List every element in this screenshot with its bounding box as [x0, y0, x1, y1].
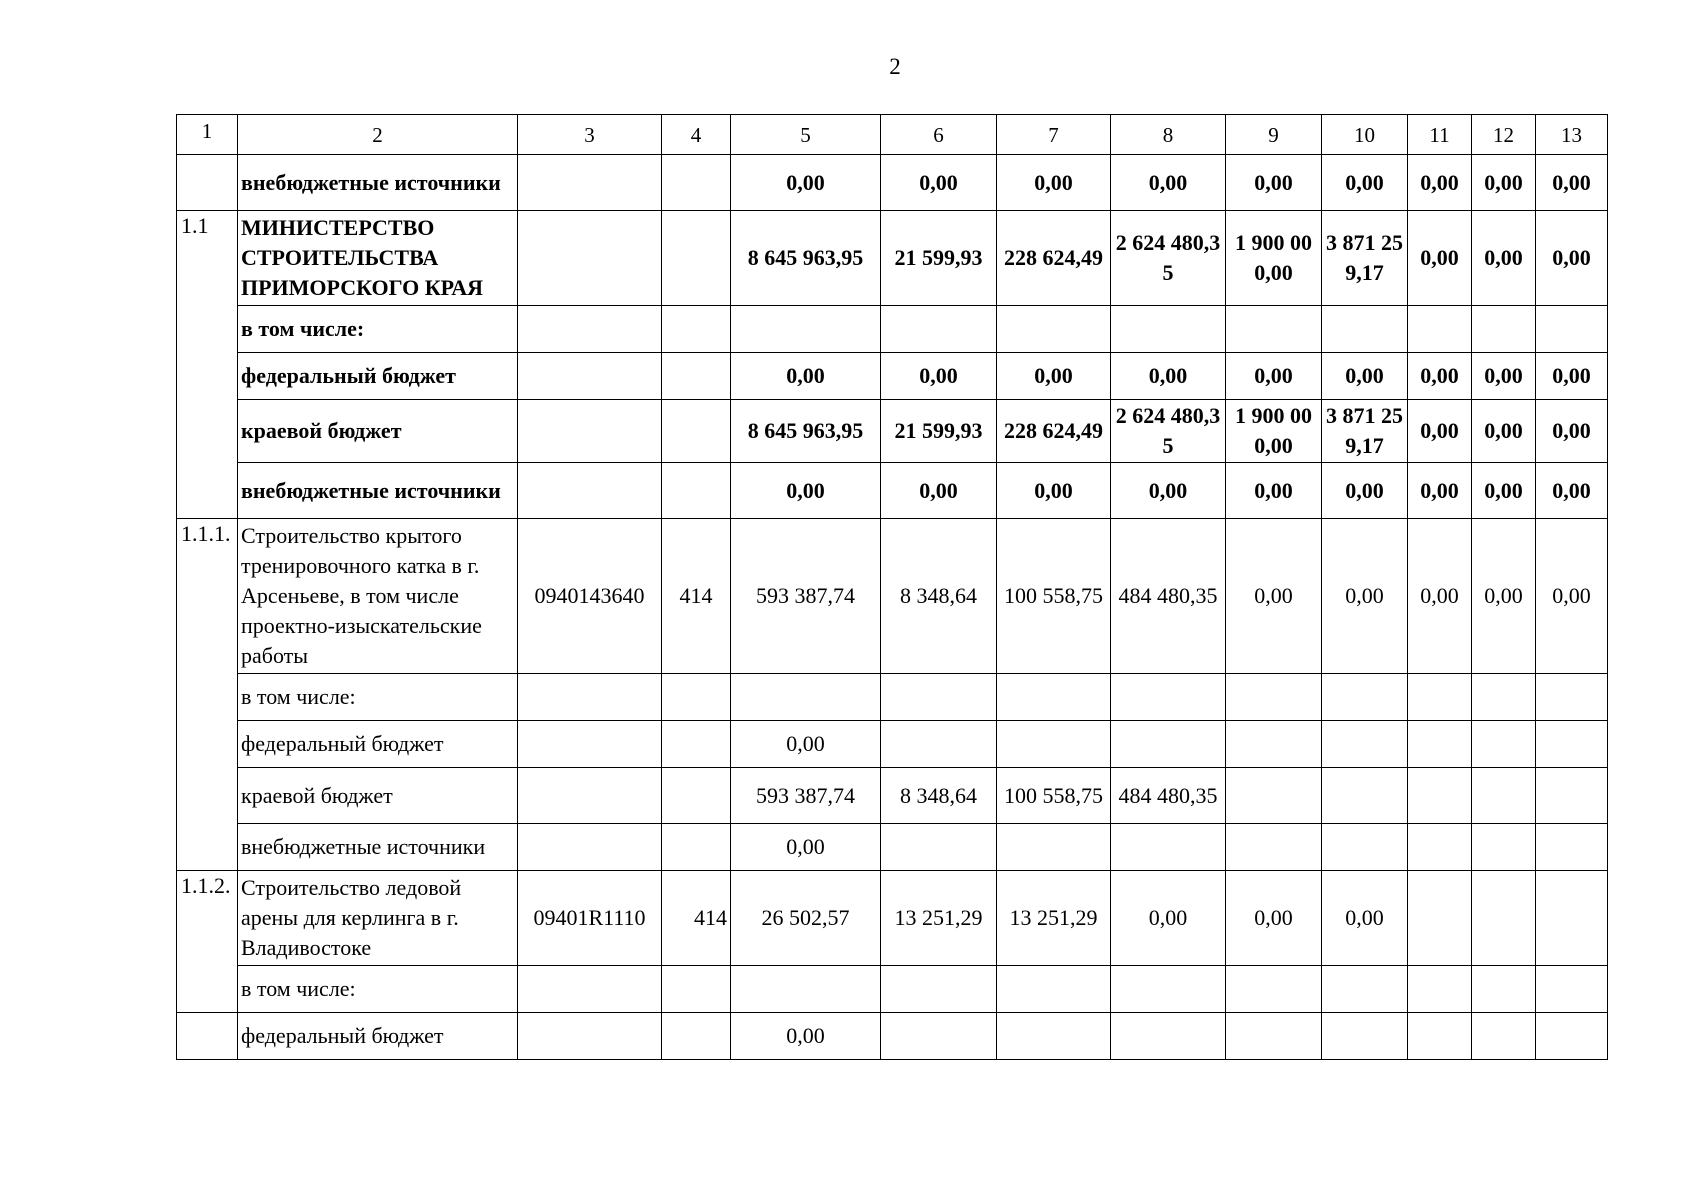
value-cell-col12	[1472, 871, 1536, 966]
row-number-cell: 1.1	[177, 211, 238, 519]
value-cell-col12: 0,00	[1472, 463, 1536, 519]
value-cell-col9: 0,00	[1226, 353, 1322, 400]
table-row	[177, 966, 1608, 1013]
column-header-7: 7	[997, 115, 1111, 155]
value-cell-col13	[1536, 1013, 1608, 1060]
row-name-cell: краевой бюджет	[238, 400, 518, 463]
value-cell-col9: 0,00	[1226, 155, 1322, 211]
kvr-cell	[662, 768, 731, 824]
value-cell-col7: 228 624,49	[997, 400, 1111, 463]
value-cell-col6: 0,00	[881, 463, 997, 519]
code-cell: 0940143640	[518, 519, 662, 674]
value-cell-col13	[1536, 721, 1608, 768]
table-row	[177, 353, 1608, 400]
value-cell-col13	[1536, 306, 1608, 353]
row-name-cell: в том числе:	[238, 674, 518, 721]
value-cell-col11	[1408, 871, 1472, 966]
code-cell	[518, 306, 662, 353]
column-header-11: 11	[1408, 115, 1472, 155]
header-row	[177, 115, 1608, 155]
budget-table	[176, 114, 1608, 1060]
value-cell-col8	[1111, 824, 1226, 871]
value-cell-col13	[1536, 824, 1608, 871]
value-cell-col8: 484 480,35	[1111, 519, 1226, 674]
kvr-cell	[662, 463, 731, 519]
value-cell-col10: 0,00	[1322, 353, 1408, 400]
value-cell-col5: 593 387,74	[731, 768, 881, 824]
value-cell-col11: 0,00	[1408, 519, 1472, 674]
value-cell-col11	[1408, 1013, 1472, 1060]
kvr-cell	[662, 824, 731, 871]
value-cell-col12	[1472, 674, 1536, 721]
value-cell-col10	[1322, 674, 1408, 721]
table-body	[177, 115, 1608, 1060]
value-cell-col8	[1111, 674, 1226, 721]
value-cell-col11	[1408, 674, 1472, 721]
value-cell-col5	[731, 306, 881, 353]
kvr-cell	[662, 674, 731, 721]
value-cell-col8	[1111, 1013, 1226, 1060]
row-name-cell: Строительство ледовой арены для керлинга в г. Владивостоке	[238, 871, 518, 966]
column-header-1: 1	[177, 115, 238, 155]
value-cell-col7: 0,00	[997, 353, 1111, 400]
value-cell-col13	[1536, 966, 1608, 1013]
value-cell-col11: 0,00	[1408, 211, 1472, 306]
value-cell-col5	[731, 674, 881, 721]
table-row	[177, 1013, 1608, 1060]
page-number: 2	[889, 54, 901, 79]
value-cell-col11	[1408, 721, 1472, 768]
value-cell-col11: 0,00	[1408, 353, 1472, 400]
kvr-cell: 414	[662, 871, 731, 966]
kvr-cell	[662, 306, 731, 353]
value-cell-col7: 0,00	[997, 155, 1111, 211]
kvr-cell	[662, 1013, 731, 1060]
row-number-cell	[177, 155, 238, 211]
value-cell-col13: 0,00	[1536, 211, 1608, 306]
row-name-cell: Строительство крытого тренировочного катка в г. Арсеньеве, в том числе проектно-изыскательские работы	[238, 519, 518, 674]
column-header-8: 8	[1111, 115, 1226, 155]
value-cell-col11	[1408, 306, 1472, 353]
value-cell-col11	[1408, 768, 1472, 824]
value-cell-col10	[1322, 721, 1408, 768]
value-cell-col12	[1472, 824, 1536, 871]
code-cell	[518, 768, 662, 824]
column-header-3: 3	[518, 115, 662, 155]
value-cell-col8: 0,00	[1111, 155, 1226, 211]
table-row	[177, 674, 1608, 721]
value-cell-col10	[1322, 966, 1408, 1013]
row-name-cell: в том числе:	[238, 306, 518, 353]
value-cell-col9	[1226, 674, 1322, 721]
row-name-cell: в том числе:	[238, 966, 518, 1013]
value-cell-col12	[1472, 966, 1536, 1013]
table-row	[177, 721, 1608, 768]
table-row	[177, 871, 1608, 966]
value-cell-col6: 0,00	[881, 155, 997, 211]
value-cell-col10: 0,00	[1322, 871, 1408, 966]
value-cell-col6: 13 251,29	[881, 871, 997, 966]
value-cell-col9: 0,00	[1226, 871, 1322, 966]
value-cell-col12: 0,00	[1472, 519, 1536, 674]
value-cell-col13: 0,00	[1536, 353, 1608, 400]
value-cell-col5: 8 645 963,95	[731, 211, 881, 306]
value-cell-col9	[1226, 306, 1322, 353]
value-cell-col11: 0,00	[1408, 155, 1472, 211]
value-cell-col13: 0,00	[1536, 463, 1608, 519]
value-cell-col6	[881, 1013, 997, 1060]
value-cell-col10	[1322, 824, 1408, 871]
column-header-2: 2	[238, 115, 518, 155]
code-cell	[518, 721, 662, 768]
table-row	[177, 519, 1608, 674]
value-cell-col13: 0,00	[1536, 400, 1608, 463]
value-cell-col11: 0,00	[1408, 400, 1472, 463]
column-header-9: 9	[1226, 115, 1322, 155]
value-cell-col7	[997, 966, 1111, 1013]
value-cell-col10: 3 871 259,17	[1322, 211, 1408, 306]
value-cell-col5: 0,00	[731, 824, 881, 871]
table-row	[177, 463, 1608, 519]
value-cell-col12: 0,00	[1472, 353, 1536, 400]
value-cell-col5: 8 645 963,95	[731, 400, 881, 463]
value-cell-col9	[1226, 1013, 1322, 1060]
value-cell-col9: 0,00	[1226, 519, 1322, 674]
code-cell	[518, 400, 662, 463]
value-cell-col9: 1 900 000,00	[1226, 400, 1322, 463]
value-cell-col10: 0,00	[1322, 155, 1408, 211]
value-cell-col9	[1226, 966, 1322, 1013]
code-cell	[518, 966, 662, 1013]
column-header-10: 10	[1322, 115, 1408, 155]
table-row	[177, 306, 1608, 353]
value-cell-col8	[1111, 721, 1226, 768]
code-cell: 09401R1110	[518, 871, 662, 966]
value-cell-col6: 8 348,64	[881, 768, 997, 824]
value-cell-col10: 0,00	[1322, 519, 1408, 674]
row-name-cell: внебюджетные источники	[238, 824, 518, 871]
value-cell-col7	[997, 674, 1111, 721]
value-cell-col6: 21 599,93	[881, 400, 997, 463]
column-header-12: 12	[1472, 115, 1536, 155]
value-cell-col8: 0,00	[1111, 463, 1226, 519]
value-cell-col7: 100 558,75	[997, 519, 1111, 674]
value-cell-col5: 0,00	[731, 721, 881, 768]
column-header-4: 4	[662, 115, 731, 155]
code-cell	[518, 211, 662, 306]
value-cell-col9	[1226, 824, 1322, 871]
value-cell-col8: 0,00	[1111, 871, 1226, 966]
value-cell-col7: 100 558,75	[997, 768, 1111, 824]
row-name-cell: федеральный бюджет	[238, 1013, 518, 1060]
value-cell-col7: 13 251,29	[997, 871, 1111, 966]
value-cell-col8: 0,00	[1111, 353, 1226, 400]
value-cell-col12: 0,00	[1472, 400, 1536, 463]
value-cell-col11: 0,00	[1408, 463, 1472, 519]
value-cell-col7	[997, 306, 1111, 353]
value-cell-col6	[881, 674, 997, 721]
table-row	[177, 824, 1608, 871]
row-name-cell: федеральный бюджет	[238, 353, 518, 400]
value-cell-col5: 0,00	[731, 463, 881, 519]
value-cell-col8: 2 624 480,35	[1111, 400, 1226, 463]
value-cell-col12: 0,00	[1472, 211, 1536, 306]
row-name-cell: внебюджетные источники	[238, 463, 518, 519]
value-cell-col13	[1536, 768, 1608, 824]
value-cell-col5: 0,00	[731, 155, 881, 211]
value-cell-col10: 3 871 259,17	[1322, 400, 1408, 463]
value-cell-col7	[997, 824, 1111, 871]
value-cell-col12	[1472, 768, 1536, 824]
row-name-cell: федеральный бюджет	[238, 721, 518, 768]
value-cell-col12	[1472, 721, 1536, 768]
kvr-cell	[662, 353, 731, 400]
code-cell	[518, 463, 662, 519]
value-cell-col6: 0,00	[881, 353, 997, 400]
kvr-cell: 414	[662, 519, 731, 674]
value-cell-col7	[997, 721, 1111, 768]
value-cell-col6	[881, 306, 997, 353]
value-cell-col9: 0,00	[1226, 463, 1322, 519]
code-cell	[518, 1013, 662, 1060]
table-row	[177, 155, 1608, 211]
value-cell-col11	[1408, 824, 1472, 871]
code-cell	[518, 824, 662, 871]
row-number-cell: 1.1.1.	[177, 519, 238, 871]
value-cell-col9	[1226, 721, 1322, 768]
value-cell-col6: 21 599,93	[881, 211, 997, 306]
value-cell-col8: 2 624 480,35	[1111, 211, 1226, 306]
value-cell-col9	[1226, 768, 1322, 824]
value-cell-col5: 0,00	[731, 1013, 881, 1060]
column-header-13: 13	[1536, 115, 1608, 155]
row-name-cell: краевой бюджет	[238, 768, 518, 824]
value-cell-col9: 1 900 000,00	[1226, 211, 1322, 306]
value-cell-col10	[1322, 768, 1408, 824]
value-cell-col10: 0,00	[1322, 463, 1408, 519]
value-cell-col13	[1536, 871, 1608, 966]
value-cell-col5: 0,00	[731, 353, 881, 400]
row-number-cell: 1.1.2.	[177, 871, 238, 1013]
value-cell-col7: 228 624,49	[997, 211, 1111, 306]
value-cell-col5	[731, 966, 881, 1013]
value-cell-col13: 0,00	[1536, 155, 1608, 211]
row-name-cell: МИНИСТЕРСТВО СТРОИТЕЛЬСТВА ПРИМОРСКОГО КРАЯ	[238, 211, 518, 306]
value-cell-col8: 484 480,35	[1111, 768, 1226, 824]
table-row	[177, 211, 1608, 306]
code-cell	[518, 353, 662, 400]
value-cell-col12	[1472, 1013, 1536, 1060]
code-cell	[518, 674, 662, 721]
value-cell-col10	[1322, 1013, 1408, 1060]
code-cell	[518, 155, 662, 211]
value-cell-col6	[881, 721, 997, 768]
value-cell-col6	[881, 824, 997, 871]
kvr-cell	[662, 966, 731, 1013]
value-cell-col6: 8 348,64	[881, 519, 997, 674]
kvr-cell	[662, 211, 731, 306]
value-cell-col7	[997, 1013, 1111, 1060]
kvr-cell	[662, 155, 731, 211]
value-cell-col8	[1111, 306, 1226, 353]
value-cell-col5: 593 387,74	[731, 519, 881, 674]
value-cell-col5: 26 502,57	[731, 871, 881, 966]
value-cell-col7: 0,00	[997, 463, 1111, 519]
value-cell-col13	[1536, 674, 1608, 721]
kvr-cell	[662, 721, 731, 768]
kvr-cell	[662, 400, 731, 463]
table-row	[177, 400, 1608, 463]
value-cell-col13: 0,00	[1536, 519, 1608, 674]
value-cell-col12: 0,00	[1472, 155, 1536, 211]
value-cell-col6	[881, 966, 997, 1013]
value-cell-col8	[1111, 966, 1226, 1013]
value-cell-col10	[1322, 306, 1408, 353]
value-cell-col11	[1408, 966, 1472, 1013]
column-header-5: 5	[731, 115, 881, 155]
row-name-cell: внебюджетные источники	[238, 155, 518, 211]
row-number-cell	[177, 1013, 238, 1060]
value-cell-col12	[1472, 306, 1536, 353]
table-row	[177, 768, 1608, 824]
column-header-6: 6	[881, 115, 997, 155]
